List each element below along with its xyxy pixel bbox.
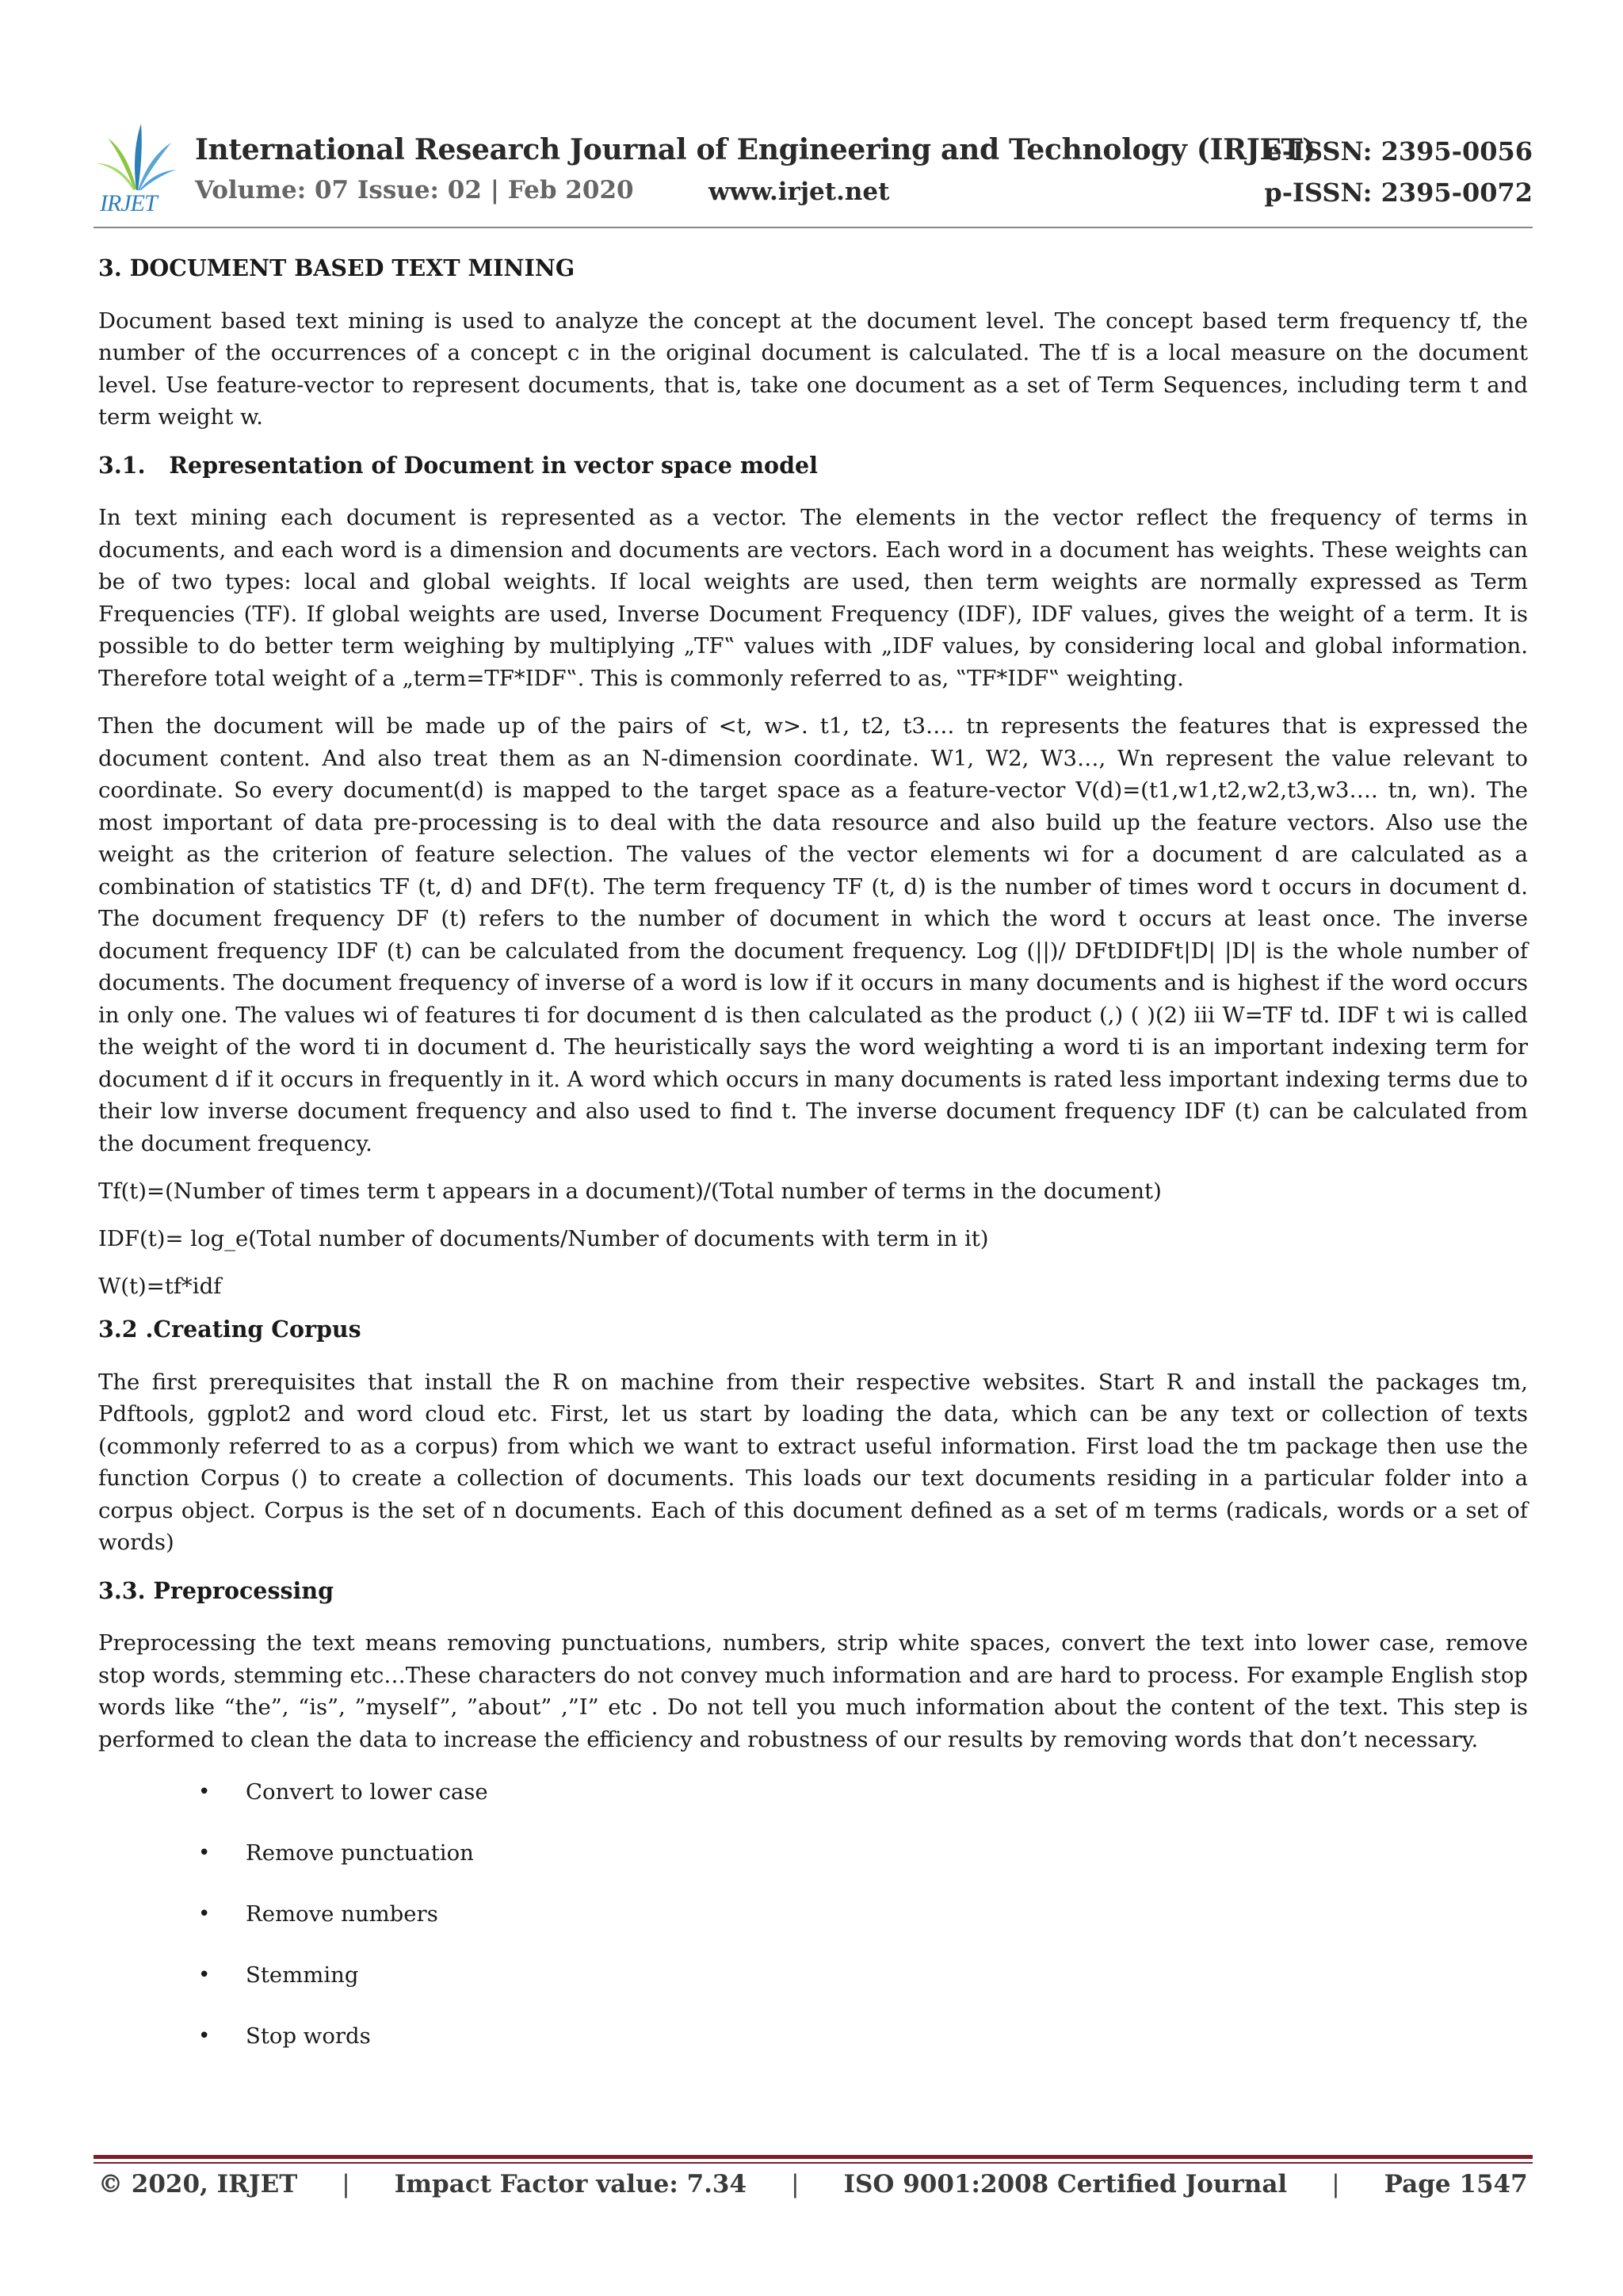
list-item: • Remove numbers [98,1898,1528,1930]
bullet-icon: • [198,2024,211,2048]
preprocessing-steps-list [98,1776,1528,2052]
section-3-2-paragraph: The first prerequisites that install the R on machine from their respective websites. Start R and install the packages tm, Pdftools, ggplot2 and word cloud etc. First, let us start by loading the data, which can be any text or collection of texts (commonly referred to as a corpus) from which we want to extract useful information. First load the tm package then use the function Corpus () to create a collection of documents. This loads our text documents residing in a particular folder into a corpus object. Corpus is the set of n documents. Each of this document defined as a set of m terms (radicals, words or a set of words) [98,1369,1528,1555]
footer-separator: | [342,2170,350,2199]
journal-title: International Research Journal of Engineering and Technology (IRJET) [195,133,1316,166]
website-link[interactable]: www.irjet.net [708,178,890,206]
page-footer [98,2170,1528,2199]
footer-copyright: © 2020, IRJET [98,2170,298,2199]
section-3-2-heading: 3.2 .Creating Corpus [98,1316,361,1343]
bullet-icon: • [198,1963,211,1987]
formula-w: W(t)=tf*idf [98,1274,222,1299]
bullet-icon: • [198,1841,211,1865]
article-body [98,252,1528,2081]
list-item: • Remove punctuation [98,1837,1528,1869]
logo-leaves-icon [94,119,178,192]
section-3-3-paragraph: Preprocessing the text means removing punctuations, numbers, strip white spaces, convert the text into lower case, remove stop words, stemming etc…These characters do not convey much information and are hard to process. For example English stop words like “the”, “is”, ”myself”, ”about” ,”I” etc . Do not tell you much information about the content of the text. This step is performed to clean the data to increase the efficiency and robustness of our results by removing words that don’t necessary. [98,1630,1528,1752]
list-item: • Convert to lower case [98,1776,1528,1808]
list-item: • Stemming [98,1959,1528,1991]
header-divider [94,227,1533,228]
irjet-logo [94,119,178,222]
pissn: p-ISSN: 2395-0072 [1264,178,1533,208]
section-3-1-paragraph-1: In text mining each document is represented as a vector. The elements in the vector reflect the frequency of terms in documents, and each word is a dimension and documents are vectors. Each word in a document has weights. These weights can be of two types: local and global weights. If local weights are used, then term weights are normally expressed as Term Frequencies (TF). If global weights are used, Inverse Document Frequency (IDF), IDF values, gives the weight of a term. It is possible to do better term weighing by multiplying „TF‟ values with „IDF values, by considering local and global information. Therefore total weight of a „term=TF*IDF‟. This is commonly referred to as, ‟TF*IDF‟ weighting. [98,505,1528,691]
footer-divider-thin [94,2162,1533,2164]
logo-text: IRJET [100,190,157,216]
formula-idf: IDF(t)= log_e(Total number of documents/Number of documents with term in it) [98,1226,989,1251]
footer-page-number: Page 1547 [1384,2170,1528,2199]
volume-issue: Volume: 07 Issue: 02 | Feb 2020 [195,176,634,204]
bullet-icon: • [198,1780,211,1804]
footer-separator: | [1331,2170,1340,2199]
footer-iso: ISO 9001:2008 Certified Journal [843,2170,1288,2199]
section-3-heading: 3. DOCUMENT BASED TEXT MINING [98,254,575,281]
list-item: • Stop words [98,2020,1528,2052]
footer-impact-factor: Impact Factor value: 7.34 [394,2170,747,2199]
page-header [94,119,1533,230]
section-3-paragraph: Document based text mining is used to analyze the concept at the document level. The concept based term frequency tf, the number of the occurrences of a concept c in the original document is calculated. The tf is a local measure on the document level. Use feature-vector to represent documents, that is, take one document as a set of Term Sequences, including term t and term weight w. [98,308,1528,430]
footer-separator: | [791,2170,800,2199]
eissn: e-ISSN: 2395-0056 [1266,136,1533,166]
formula-tf: Tf(t)=(Number of times term t appears in a document)/(Total number of terms in the document) [98,1179,1162,1204]
footer-divider-thick [94,2155,1533,2159]
section-3-3-heading: 3.3. Preprocessing [98,1576,334,1604]
section-3-1-heading: 3.1. Representation of Document in vector space model [98,451,818,479]
bullet-icon: • [198,1902,211,1926]
section-3-1-paragraph-2: Then the document will be made up of the pairs of <t, w>. t1, t2, t3…. tn represents the features that is expressed the document content. And also treat them as an N-dimension coordinate. W1, W2, W3…, Wn represent the value relevant to coordinate. So every document(d) is mapped to the target space as a feature-vector V(d)=(t1,w1,t2,w2,t3,w3…. tn, wn). The most important of data pre-processing is to deal with the data resource and also build up the feature vectors. Also use the weight as the criterion of feature selection. The values of the vector elements wi for a document d are calculated as a combination of statistics TF (t, d) and DF(t). The term frequency TF (t, d) is the number of times word t occurs in document d. The document frequency DF (t) refers to the number of document in which the word t occurs at least once. The inverse document frequency IDF (t) can be calculated from the document frequency. Log (||)/ DFtDIDFt|D| |D| is the whole number of documents. The document frequency of inverse of a word is low if it occurs in many documents and is highest if the word occurs in only one. The values wi of features ti for document d is then calculated as the product (,) ( )(2) iii W=TF td. IDF t wi is called the weight of the word ti in document d. The heuristically says the word weighting a word ti is an important indexing term for document d if it occurs in frequently in it. A word which occurs in many documents is rated less important indexing terms due to their low inverse document frequency and also used to find t. The inverse document frequency IDF (t) can be calculated from the document frequency. [98,713,1528,1156]
